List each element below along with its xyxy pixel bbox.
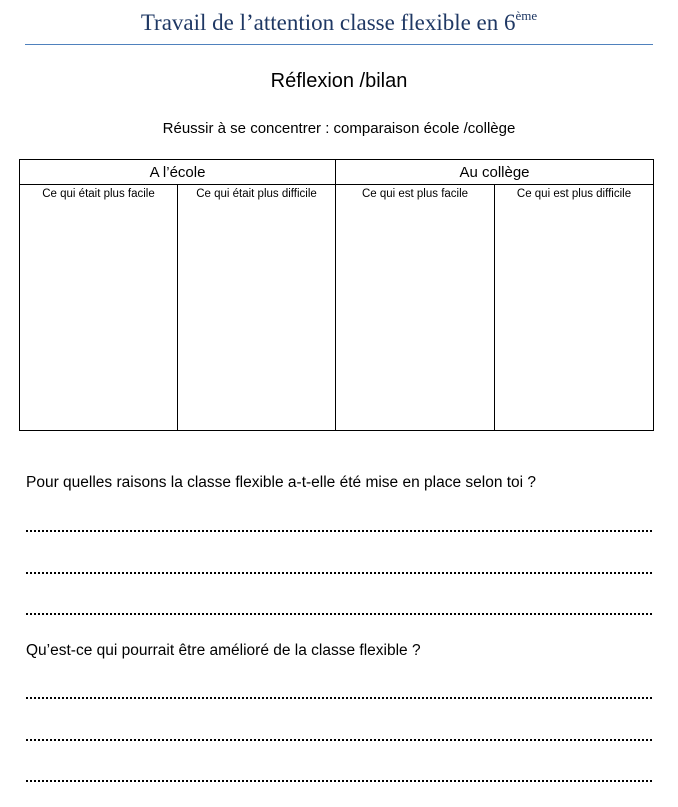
column-college-difficile[interactable]: Ce qui est plus difficile: [495, 185, 654, 431]
answer-line[interactable]: [26, 530, 652, 532]
header-title: [0, 10, 678, 36]
answer-line[interactable]: [26, 572, 652, 574]
header-divider: [25, 44, 653, 45]
document-subtitle: Réussir à se concentrer : comparaison école /collège: [162, 120, 516, 137]
table-answer-row: [20, 185, 654, 431]
table-group-header-row: [20, 160, 654, 185]
header-title-text: Travail de l’attention classe flexible en 6: [140, 10, 516, 35]
column-college-facile[interactable]: Ce qui est plus facile: [336, 185, 495, 431]
group-header-college: Au collège: [336, 160, 654, 185]
column-ecole-difficile[interactable]: Ce qui était plus difficile: [178, 185, 336, 431]
question-2: Qu’est-ce qui pourrait être amélioré de la classe flexible ?: [26, 642, 421, 659]
group-header-ecole: A l’école: [20, 160, 336, 185]
document-title: Réflexion /bilan: [270, 70, 408, 92]
answer-line[interactable]: [26, 780, 652, 782]
comparison-table: [19, 159, 654, 431]
column-ecole-facile[interactable]: Ce qui était plus facile: [20, 185, 178, 431]
answer-line[interactable]: [26, 697, 652, 699]
answer-line[interactable]: [26, 613, 652, 615]
answer-line[interactable]: [26, 739, 652, 741]
question-1: Pour quelles raisons la classe flexible a-t-elle été mise en place selon toi ?: [26, 474, 537, 491]
header-title-superscript: ème: [515, 8, 538, 23]
